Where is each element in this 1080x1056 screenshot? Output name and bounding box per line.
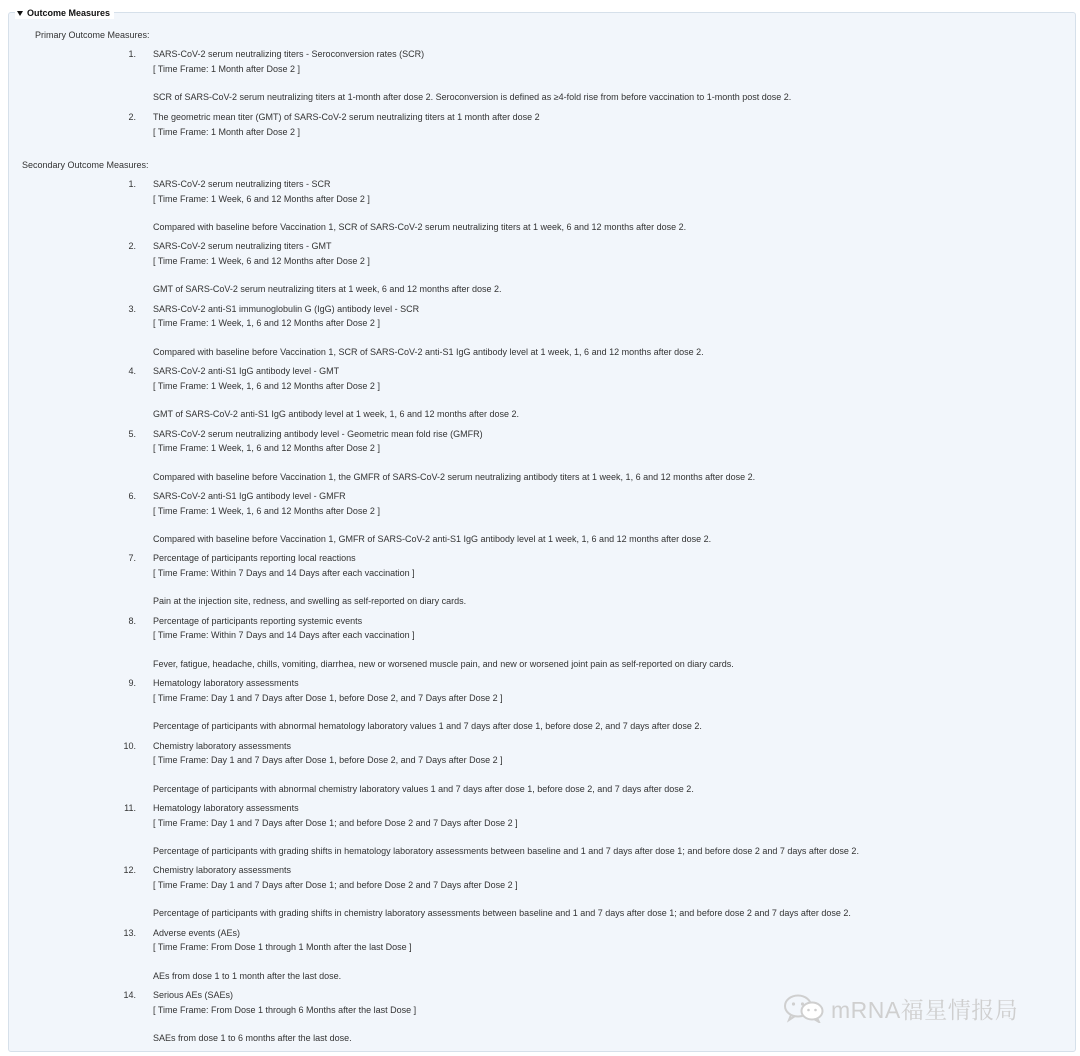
outcome-measure-item	[128, 676, 1070, 734]
measure-title: SARS-CoV-2 anti-S1 IgG antibody level - GMFR	[153, 491, 346, 501]
measure-number: 9.	[128, 678, 136, 689]
outcome-measure-item	[128, 364, 1070, 422]
measure-description: GMT of SARS-CoV-2 serum neutralizing titers at 1 week, 6 and 12 months after dose 2.	[153, 284, 502, 295]
measure-title: Percentage of participants reporting local reactions	[153, 553, 356, 564]
outcome-measure-item	[128, 427, 1070, 485]
measure-title: SARS-CoV-2 serum neutralizing titers - Seroconversion rates (SCR)	[153, 49, 425, 59]
outcome-measure-item	[128, 239, 1070, 297]
measure-title: Percentage of participants reporting systemic events	[153, 615, 363, 626]
measure-title: Chemistry laboratory assessments	[153, 740, 292, 751]
measure-timeframe: [ Time Frame: 1 Week, 1, 6 and 12 Months after Dose 2 ]	[153, 505, 380, 516]
measure-description: Compared with baseline before Vaccination 1, GMFR of SARS-CoV-2 anti-S1 IgG antibody level at 1 week, 1, 6 and 12 months after dose 2.	[153, 534, 712, 544]
measure-description: Pain at the injection site, redness, and swelling as self-reported on diary cards.	[153, 596, 467, 607]
measure-timeframe: [ Time Frame: Day 1 and 7 Days after Dose 1; and before Dose 2 and 7 Days after Dose 2 ]	[153, 817, 518, 828]
outcome-measure-item	[123, 863, 1070, 921]
measure-description: Fever, fatigue, headache, chills, vomiting, diarrhea, new or worsened muscle pain, and new or worsened joint pain as self-reported on diary cards.	[153, 658, 734, 669]
measure-title: SARS-CoV-2 anti-S1 IgG antibody level - GMT	[153, 366, 340, 377]
measure-number: 1.	[128, 179, 136, 189]
outcome-measure-item	[128, 489, 1070, 547]
measure-title: SARS-CoV-2 serum neutralizing antibody level - Geometric mean fold rise (GMFR)	[153, 428, 483, 439]
measure-timeframe: [ Time Frame: From Dose 1 through 6 Months after the last Dose ]	[153, 1004, 417, 1015]
measure-number: 7.	[128, 553, 136, 564]
collapse-triangle-icon	[17, 11, 23, 16]
measure-description: Percentage of participants with grading shifts in chemistry laboratory assessments between baseline and 1 and 7 days after dose 1; and before dose 2 and 7 days after dose 2.	[153, 908, 851, 919]
measure-timeframe: [ Time Frame: 1 Month after Dose 2 ]	[153, 63, 301, 74]
measure-timeframe: [ Time Frame: 1 Week, 1, 6 and 12 Months after Dose 2 ]	[153, 318, 380, 329]
measure-number: 12.	[123, 865, 136, 876]
measure-number: 13.	[123, 927, 136, 938]
measure-title: SARS-CoV-2 serum neutralizing titers - GMT	[153, 241, 332, 252]
measure-timeframe: [ Time Frame: 1 Week, 6 and 12 Months after Dose 2 ]	[153, 255, 370, 266]
measure-timeframe: [ Time Frame: 1 Week, 1, 6 and 12 Months after Dose 2 ]	[153, 443, 380, 454]
measure-number: 4.	[128, 366, 136, 377]
primary-outcome-label: Primary Outcome Measures:	[35, 30, 150, 40]
measure-timeframe: [ Time Frame: Within 7 Days and 14 Days after each vaccination ]	[153, 630, 415, 641]
measure-timeframe: [ Time Frame: 1 Week, 6 and 12 Months after Dose 2 ]	[153, 193, 370, 204]
panel-title: Outcome Measures	[27, 8, 111, 18]
outcome-measure-item	[128, 47, 1070, 105]
measure-timeframe: [ Time Frame: Day 1 and 7 Days after Dose 1; and before Dose 2 and 7 Days after Dose 2 ]	[153, 879, 518, 890]
measure-title: Hematology laboratory assessments	[153, 678, 299, 689]
panel-toggle[interactable]	[15, 7, 114, 19]
measure-description: Compared with baseline before Vaccination 1, the GMFR of SARS-CoV-2 serum neutralizing antibody titers at 1 week, 1, 6 and 12 months after dose 2.	[153, 471, 756, 482]
outcome-measure-item	[124, 801, 1070, 859]
outcome-measure-item	[128, 614, 1070, 672]
outcome-measure-item	[128, 551, 1070, 609]
measure-number: 2.	[128, 241, 136, 252]
measure-timeframe: [ Time Frame: 1 Month after Dose 2 ]	[153, 126, 301, 137]
measure-timeframe: [ Time Frame: Day 1 and 7 Days after Dose 1, before Dose 2, and 7 Days after Dose 2 ]	[153, 755, 503, 766]
measure-description: Percentage of participants with grading shifts in hematology laboratory assessments between baseline and 1 and 7 days after dose 1; and before dose 2 and 7 days after dose 2.	[153, 846, 859, 856]
watermark-text: mRNA福星情报局	[831, 996, 1019, 1023]
measure-number: 11.	[124, 803, 136, 813]
outcome-measure-item	[128, 177, 1070, 235]
measure-title: SARS-CoV-2 anti-S1 immunoglobulin G (IgG) antibody level - SCR	[153, 303, 420, 314]
measure-number: 5.	[128, 428, 136, 439]
wechat-icon	[783, 993, 825, 1023]
measure-number: 3.	[128, 303, 136, 314]
measure-description: AEs from dose 1 to 1 month after the last dose.	[153, 970, 342, 981]
measure-timeframe: [ Time Frame: Within 7 Days and 14 Days after each vaccination ]	[153, 567, 415, 578]
measure-description: Compared with baseline before Vaccination 1, SCR of SARS-CoV-2 serum neutralizing titers at 1 week, 6 and 12 months after dose 2.	[153, 222, 687, 232]
measure-number: 1.	[128, 49, 136, 59]
measure-number: 8.	[128, 615, 136, 626]
measure-description: Compared with baseline before Vaccination 1, SCR of SARS-CoV-2 anti-S1 IgG antibody level at 1 week, 1, 6 and 12 months after dose 2.	[153, 346, 704, 357]
measure-description: GMT of SARS-CoV-2 anti-S1 IgG antibody level at 1 week, 1, 6 and 12 months after dose 2.	[153, 409, 520, 420]
measure-title: Serious AEs (SAEs)	[153, 990, 234, 1001]
measure-timeframe: [ Time Frame: 1 Week, 1, 6 and 12 Months after Dose 2 ]	[153, 380, 380, 391]
measure-description: SCR of SARS-CoV-2 serum neutralizing titers at 1-month after dose 2. Seroconversion is defined as ≥4-fold rise from before vaccination to 1-month post dose 2.	[153, 92, 792, 102]
measure-description: Percentage of participants with abnormal chemistry laboratory values 1 and 7 days after dose 1, before dose 2, and 7 days after dose 2.	[153, 783, 694, 794]
outcome-measure-item	[123, 739, 1070, 797]
outcome-measure-item	[123, 926, 1070, 984]
measure-number: 2.	[128, 112, 136, 122]
measure-number: 14.	[123, 990, 136, 1001]
measure-description: SAEs from dose 1 to 6 months after the last dose.	[153, 1033, 352, 1044]
measure-number: 10.	[123, 740, 136, 751]
measure-title: Adverse events (AEs)	[153, 927, 241, 938]
secondary-outcome-label: Secondary Outcome Measures:	[22, 160, 149, 170]
measure-description: Percentage of participants with abnormal hematology laboratory values 1 and 7 days after dose 1, before dose 2, and 7 days after dose 2.	[153, 721, 702, 732]
outcome-measure-item	[128, 302, 1070, 360]
watermark	[783, 990, 1018, 1026]
measure-timeframe: [ Time Frame: Day 1 and 7 Days after Dose 1, before Dose 2, and 7 Days after Dose 2 ]	[153, 692, 503, 703]
measure-title: The geometric mean titer (GMT) of SARS-CoV-2 serum neutralizing titers at 1 month after dose 2	[153, 112, 540, 122]
measure-title: Chemistry laboratory assessments	[153, 865, 292, 876]
measure-title: Hematology laboratory assessments	[153, 803, 299, 813]
measure-number: 6.	[128, 491, 136, 501]
measure-title: SARS-CoV-2 serum neutralizing titers - SCR	[153, 179, 331, 189]
measure-timeframe: [ Time Frame: From Dose 1 through 1 Month after the last Dose ]	[153, 942, 412, 953]
outcome-measure-item	[128, 110, 1070, 139]
